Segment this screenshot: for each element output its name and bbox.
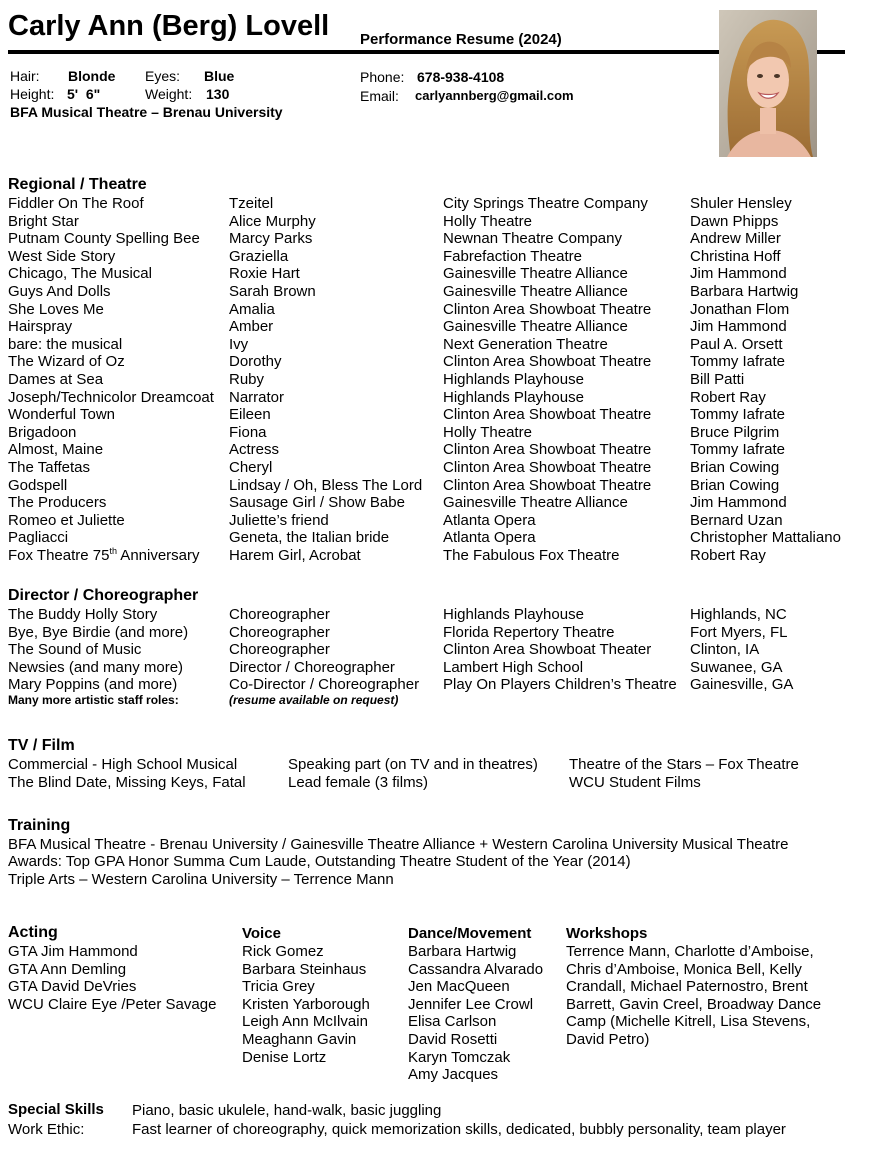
credit-director: Bernard Uzan bbox=[690, 511, 783, 529]
credit-show: Romeo et Juliette bbox=[8, 511, 125, 529]
regional-row bbox=[8, 406, 848, 424]
credit-director: Tommy Iafrate bbox=[690, 441, 786, 459]
director-venue: Highlands Playhouse bbox=[443, 606, 584, 623]
credit-role: Narrator bbox=[229, 388, 285, 406]
credit-show: Dames at Sea bbox=[8, 371, 104, 388]
credit-role: Eileen bbox=[229, 406, 271, 424]
director-heading: Director / Choreographer bbox=[8, 587, 199, 604]
regional-row bbox=[8, 512, 848, 530]
credit-venue: Clinton Area Showboat Theatre bbox=[443, 459, 652, 476]
training-line: BFA Musical Theatre - Brenau University / Gainesville Theatre Alliance + Western Carolina University Musical Theatre bbox=[8, 836, 789, 853]
credit-role: Geneta, the Italian bride bbox=[229, 529, 390, 547]
director-location: Fort Myers, FL bbox=[690, 623, 788, 641]
credit-director: Andrew Miller bbox=[690, 230, 781, 248]
credit-venue: Fabrefaction Theatre bbox=[443, 247, 582, 265]
skills-label: Special Skills bbox=[8, 1101, 104, 1118]
acting-teacher: GTA Jim Hammond bbox=[8, 943, 138, 960]
credit-venue: Clinton Area Showboat Theatre bbox=[443, 476, 652, 494]
credit-show: The Taffetas bbox=[8, 459, 91, 476]
director-venue: Play On Players Children’s Theatre bbox=[443, 676, 677, 694]
credit-show: Bright Star bbox=[8, 212, 79, 230]
credit-director: Barbara Hartwig bbox=[690, 283, 799, 300]
acting-teacher: WCU Claire Eye /Peter Savage bbox=[8, 995, 217, 1013]
credit-show: Chicago, The Musical bbox=[8, 265, 152, 283]
tvfilm-row bbox=[8, 756, 848, 774]
director-role: Director / Choreographer bbox=[229, 658, 395, 676]
tvfilm-role: Speaking part (on TV and in theatres) bbox=[288, 756, 538, 773]
credit-venue: Clinton Area Showboat Theatre bbox=[443, 441, 652, 459]
credit-show: Fox Theatre 75th Anniversary bbox=[8, 546, 200, 564]
regional-row bbox=[8, 371, 848, 389]
credit-director: Bruce Pilgrim bbox=[690, 423, 780, 441]
tvfilm-producer: Theatre of the Stars – Fox Theatre bbox=[569, 756, 799, 773]
phone-label: Phone: bbox=[360, 69, 405, 85]
credit-venue: Gainesville Theatre Alliance bbox=[443, 494, 628, 512]
director-venue: Lambert High School bbox=[443, 658, 584, 676]
credit-show: Guys And Dolls bbox=[8, 283, 111, 300]
dance-teacher: Jen MacQueen bbox=[408, 978, 510, 996]
credit-role: Marcy Parks bbox=[229, 230, 313, 248]
dance-teacher: Elisa Carlson bbox=[408, 1013, 497, 1031]
director-role: Choreographer bbox=[229, 606, 330, 623]
credit-show: Wonderful Town bbox=[8, 406, 116, 424]
regional-row bbox=[8, 424, 848, 442]
director-location: Suwanee, GA bbox=[690, 658, 783, 676]
credit-venue: Clinton Area Showboat Theatre bbox=[443, 300, 652, 318]
credit-role: Sarah Brown bbox=[229, 283, 316, 300]
headshot-image bbox=[719, 10, 817, 157]
director-row bbox=[8, 606, 848, 624]
credit-role: Amalia bbox=[229, 300, 275, 318]
credit-director: Brian Cowing bbox=[690, 476, 780, 494]
regional-row bbox=[8, 353, 848, 371]
credit-show: bare: the musical bbox=[8, 335, 123, 353]
credit-director: Christopher Mattaliano bbox=[690, 529, 841, 547]
weight-value: 130 bbox=[206, 86, 230, 102]
tvfilm-producer: WCU Student Films bbox=[569, 774, 701, 791]
director-location: Clinton, IA bbox=[690, 641, 760, 659]
credit-venue: Newnan Theatre Company bbox=[443, 230, 622, 248]
work-ethic-label: Work Ethic: bbox=[8, 1121, 85, 1138]
director-role: Co-Director / Choreographer bbox=[229, 676, 420, 694]
director-show: The Sound of Music bbox=[8, 641, 142, 659]
tvfilm-heading: TV / Film bbox=[8, 737, 75, 754]
credit-venue: Holly Theatre bbox=[443, 423, 532, 441]
credit-venue: Gainesville Theatre Alliance bbox=[443, 318, 628, 336]
credit-role: Harem Girl, Acrobat bbox=[229, 547, 361, 564]
more-roles-note: (resume available on request) bbox=[229, 693, 399, 707]
credit-show: Brigadoon bbox=[8, 423, 77, 441]
dance-heading: Dance/Movement bbox=[408, 925, 532, 942]
credit-director: Shuler Hensley bbox=[690, 195, 792, 212]
workshops-line: David Petro) bbox=[566, 1031, 650, 1048]
credit-show: The Wizard of Oz bbox=[8, 353, 125, 371]
credit-show: Godspell bbox=[8, 476, 68, 494]
headshot-photo bbox=[719, 10, 817, 157]
credit-director: Tommy Iafrate bbox=[690, 406, 786, 424]
credit-role: Ivy bbox=[229, 335, 249, 353]
more-roles-label: Many more artistic staff roles: bbox=[8, 693, 179, 707]
training-line: Awards: Top GPA Honor Summa Cum Laude, Outstanding Theatre Student of the Year (2014) bbox=[8, 853, 631, 870]
credit-director: Jim Hammond bbox=[690, 265, 787, 283]
workshops-line: Crandall, Michael Paternostro, Brent bbox=[566, 978, 808, 996]
regional-row bbox=[8, 265, 848, 283]
director-venue: Clinton Area Showboat Theater bbox=[443, 641, 652, 659]
credit-director: Bill Patti bbox=[690, 371, 745, 388]
director-row bbox=[8, 659, 848, 677]
credit-role: Ruby bbox=[229, 371, 265, 388]
voice-teacher: Barbara Steinhaus bbox=[242, 960, 367, 978]
regional-row bbox=[8, 248, 848, 266]
dance-teacher: David Rosetti bbox=[408, 1031, 498, 1048]
voice-heading: Voice bbox=[242, 925, 281, 942]
credit-venue: Atlanta Opera bbox=[443, 529, 536, 547]
regional-row bbox=[8, 336, 848, 354]
credit-venue: Clinton Area Showboat Theatre bbox=[443, 353, 652, 371]
credit-show: Almost, Maine bbox=[8, 441, 104, 459]
voice-teacher: Leigh Ann McIlvain bbox=[242, 1013, 368, 1031]
training-heading: Training bbox=[8, 817, 71, 834]
credit-role: Sausage Girl / Show Babe bbox=[229, 494, 405, 512]
credit-director: Robert Ray bbox=[690, 388, 766, 406]
hair-value: Blonde bbox=[68, 68, 116, 84]
director-role: Choreographer bbox=[229, 623, 330, 641]
voice-teacher: Denise Lortz bbox=[242, 1048, 327, 1066]
voice-teacher: Tricia Grey bbox=[242, 978, 315, 996]
credit-role: Roxie Hart bbox=[229, 265, 300, 283]
phone-value: 678-938-4108 bbox=[417, 69, 505, 85]
credit-role: Amber bbox=[229, 318, 274, 336]
credit-show: Fiddler On The Roof bbox=[8, 195, 144, 212]
dance-teacher: Jennifer Lee Crowl bbox=[408, 995, 534, 1013]
director-show: Newsies (and many more) bbox=[8, 658, 184, 676]
credit-show: Joseph/Technicolor Dreamcoat bbox=[8, 388, 214, 406]
tvfilm-project: The Blind Date, Missing Keys, Fatal bbox=[8, 774, 246, 791]
acting-teacher: GTA Ann Demling bbox=[8, 960, 127, 978]
credit-director: Paul A. Orsett bbox=[690, 335, 783, 353]
dance-teacher: Karyn Tomczak bbox=[408, 1048, 511, 1066]
tvfilm-project: Commercial - High School Musical bbox=[8, 756, 238, 773]
height-label: Height: bbox=[10, 86, 55, 102]
eyes-label: Eyes: bbox=[145, 68, 181, 84]
director-role: Choreographer bbox=[229, 641, 330, 659]
regional-row bbox=[8, 213, 848, 231]
credit-role: Cheryl bbox=[229, 459, 273, 476]
regional-heading: Regional / Theatre bbox=[8, 176, 147, 193]
credit-show: She Loves Me bbox=[8, 300, 104, 318]
workshops-line: Camp (Michelle Kitrell, Lisa Stevens, bbox=[566, 1013, 811, 1031]
email-label: Email: bbox=[360, 88, 399, 104]
tvfilm-role: Lead female (3 films) bbox=[288, 774, 429, 791]
degree: BFA Musical Theatre – Brenau University bbox=[10, 104, 283, 120]
dance-teacher: Barbara Hartwig bbox=[408, 943, 517, 960]
regional-row bbox=[8, 301, 848, 319]
regional-row bbox=[8, 195, 848, 213]
training-line: Triple Arts – Western Carolina University – Terrence Mann bbox=[8, 871, 394, 888]
workshops-line: Barrett, Gavin Creel, Broadway Dance bbox=[566, 995, 822, 1013]
resume-name: Carly Ann (Berg) Lovell bbox=[8, 10, 330, 42]
credit-venue: Holly Theatre bbox=[443, 212, 532, 230]
height-value: 5' 6" bbox=[67, 86, 101, 102]
credit-venue: Next Generation Theatre bbox=[443, 335, 608, 353]
credit-venue: Gainesville Theatre Alliance bbox=[443, 283, 628, 300]
tvfilm-row bbox=[8, 774, 848, 792]
credit-role: Lindsay / Oh, Bless The Lord bbox=[229, 476, 423, 494]
hair-label: Hair: bbox=[10, 68, 40, 84]
regional-row bbox=[8, 230, 848, 248]
credit-director: Jim Hammond bbox=[690, 494, 787, 512]
credit-role: Dorothy bbox=[229, 353, 282, 371]
credit-show: West Side Story bbox=[8, 247, 116, 265]
regional-row bbox=[8, 494, 848, 512]
regional-row bbox=[8, 318, 848, 336]
director-venue: Florida Repertory Theatre bbox=[443, 623, 615, 641]
eyes-value: Blue bbox=[204, 68, 235, 84]
credit-show: The Producers bbox=[8, 494, 107, 512]
credit-director: Dawn Phipps bbox=[690, 212, 779, 230]
voice-teacher: Meaghann Gavin bbox=[242, 1031, 357, 1048]
credit-venue: Highlands Playhouse bbox=[443, 371, 584, 388]
director-row bbox=[8, 676, 848, 694]
voice-teacher: Kristen Yarborough bbox=[242, 995, 370, 1013]
credit-venue: City Springs Theatre Company bbox=[443, 195, 648, 212]
dance-teacher: Amy Jacques bbox=[408, 1066, 499, 1084]
credit-venue: The Fabulous Fox Theatre bbox=[443, 547, 620, 564]
weight-label: Weight: bbox=[145, 86, 193, 102]
regional-row bbox=[8, 547, 848, 565]
workshops-heading: Workshops bbox=[566, 925, 648, 942]
credit-director: Jonathan Flom bbox=[690, 300, 790, 318]
director-row bbox=[8, 624, 848, 642]
regional-row bbox=[8, 477, 848, 495]
dance-teacher: Cassandra Alvarado bbox=[408, 960, 544, 978]
credit-venue: Highlands Playhouse bbox=[443, 388, 584, 406]
credit-role: Alice Murphy bbox=[229, 212, 316, 230]
acting-heading: Acting bbox=[8, 924, 58, 941]
resume-subtitle: Performance Resume (2024) bbox=[360, 31, 562, 48]
credit-director: Jim Hammond bbox=[690, 318, 787, 336]
director-show: Bye, Bye Birdie (and more) bbox=[8, 623, 189, 641]
credit-role: Fiona bbox=[229, 423, 267, 441]
credit-role: Actress bbox=[229, 441, 280, 459]
director-show: Mary Poppins (and more) bbox=[8, 676, 178, 694]
director-row bbox=[8, 641, 848, 659]
acting-teacher: GTA David DeVries bbox=[8, 978, 137, 996]
credit-role: Juliette’s friend bbox=[229, 511, 329, 529]
regional-row bbox=[8, 389, 848, 407]
skills-text: Piano, basic ukulele, hand-walk, basic juggling bbox=[132, 1102, 442, 1119]
credit-director: Brian Cowing bbox=[690, 459, 780, 476]
credit-show: Pagliacci bbox=[8, 529, 69, 547]
workshops-line: Terrence Mann, Charlotte d’Amboise, bbox=[566, 943, 814, 960]
credit-venue: Atlanta Opera bbox=[443, 511, 536, 529]
credit-role: Graziella bbox=[229, 247, 289, 265]
regional-row bbox=[8, 283, 848, 301]
credit-show: Putnam County Spelling Bee bbox=[8, 230, 200, 248]
regional-row bbox=[8, 441, 848, 459]
credit-director: Christina Hoff bbox=[690, 247, 781, 265]
workshops-line: Chris d’Amboise, Monica Bell, Kelly bbox=[566, 960, 802, 978]
email-value: carlyannberg@gmail.com bbox=[415, 88, 574, 103]
credit-director: Robert Ray bbox=[690, 547, 766, 564]
credit-director: Tommy Iafrate bbox=[690, 353, 786, 371]
credit-venue: Clinton Area Showboat Theatre bbox=[443, 406, 652, 424]
director-location: Highlands, NC bbox=[690, 606, 787, 623]
regional-row bbox=[8, 459, 848, 477]
director-show: The Buddy Holly Story bbox=[8, 606, 158, 623]
director-location: Gainesville, GA bbox=[690, 676, 794, 694]
work-ethic-text: Fast learner of choreography, quick memorization skills, dedicated, bubbly personality, team player bbox=[132, 1121, 786, 1138]
credit-venue: Gainesville Theatre Alliance bbox=[443, 265, 628, 283]
voice-teacher: Rick Gomez bbox=[242, 943, 324, 960]
regional-row bbox=[8, 529, 848, 547]
credit-role: Tzeitel bbox=[229, 195, 274, 212]
credit-show: Hairspray bbox=[8, 318, 73, 336]
